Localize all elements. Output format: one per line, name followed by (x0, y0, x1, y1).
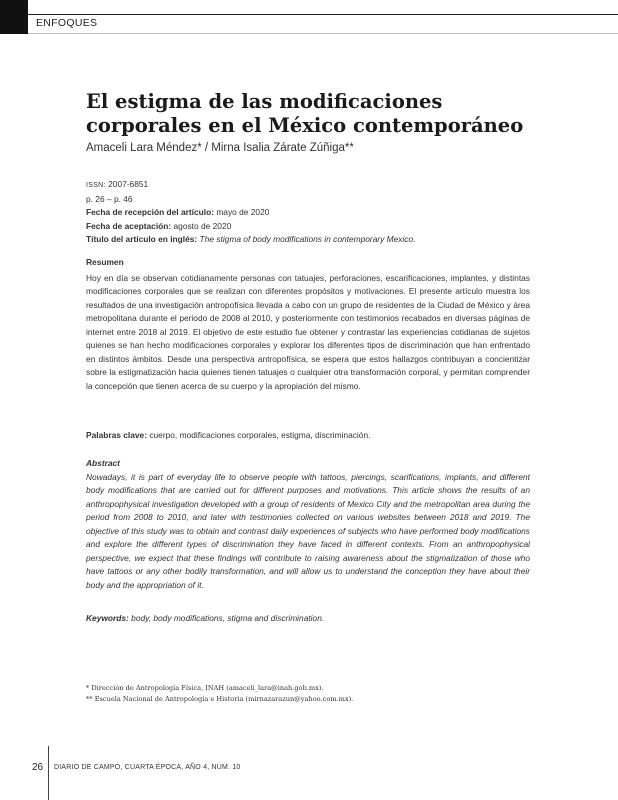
corner-block (0, 0, 28, 34)
title-line-1: El estigma de las modificaciones (86, 90, 443, 113)
abstract-heading: Abstract (86, 458, 120, 468)
issn-label: ISSN: (86, 182, 106, 189)
pages-line: p. 26 – p. 46 (86, 193, 133, 204)
abstract-section (86, 457, 530, 592)
keywords-label: Keywords: (86, 613, 129, 623)
page-number: 26 (32, 762, 44, 773)
keywords (86, 612, 530, 626)
palabras-clave-text: cuerpo, modificaciones corporales, estigma, discriminación. (149, 430, 371, 440)
abstract-text: Nowadays, it is part of everyday life to observe people with tattoos, piercings, scarifications, implants, and different body modifications that are carried out for different purposes and motivations. This article shows the results of an anthropophysical investigation developed with a group of residents of Mexico City and the metropolitan area during the period from 2008 to 2010, and later with testimonies collected on various websites between 2018 and 2019. The objective of this study was to obtain and contrast daily experiences of subjects who have performed body modifications and explore the different types of discrimination they have faced in different contexts. From an anthropophysical perspective, we expect that these findings will contribute to raising awareness about the stigmatization of those who have tattoos or any other bodily transformation, and will allow us to understand the conception they have about their body and the appropriation of it. (86, 471, 530, 590)
english-title-value: The stigma of body modifications in contemporary Mexico. (199, 234, 416, 245)
accepted-label: Fecha de aceptación: (86, 220, 172, 231)
received-value: mayo de 2020 (216, 207, 270, 218)
authors: Amaceli Lara Méndez* / Mirna Isalia Zárate Zúñiga** (86, 142, 354, 154)
received-label: Fecha de recepción del artículo: (86, 207, 214, 218)
english-title-line (86, 233, 416, 247)
article-title (86, 90, 566, 138)
title-line-2: corporales en el México contemporáneo (86, 114, 524, 137)
footnote-1: * Dirección de Antropología Física, INAH (amaceli_lara@inah.gob.mx). (86, 684, 324, 692)
resumen-section (86, 256, 530, 393)
palabras-clave (86, 429, 530, 443)
issn-line (86, 178, 416, 193)
footnote-2: ** Escuela Nacional de Antropología e Historia (mirnazarazun@yahoo.com.mx). (86, 694, 354, 703)
keywords-text: body, body modifications, stigma and discrimination. (131, 613, 325, 623)
resumen-heading: Resumen (86, 257, 124, 267)
accepted-value: agosto de 2020 (173, 220, 232, 231)
palabras-clave-label: Palabras clave: (86, 430, 147, 440)
section-header-bar (28, 14, 618, 34)
accepted-line (86, 220, 416, 234)
footer-rule (48, 746, 49, 800)
section-label: ENFOQUES (36, 17, 98, 29)
footnotes (86, 683, 526, 704)
journal-info: DIARIO DE CAMPO, CUARTA ÉPOCA, AÑO 4, NÚM. 10 (54, 764, 241, 771)
resumen-text: Hoy en día se observan cotidianamente personas con tatuajes, perforaciones, escarificaciones, implantes, y distintas modificaciones corporales que se realizan con diferentes propósitos y motivaciones. El presente artículo muestra los resultados de una investigación antropofísica llevada a cabo con un grupo de residentes de la Ciudad de México y área metropolitana durante el periodo de 2008 al 2010, y posteriormente con testimonios recabados en diversas páginas de internet entre 2018 al 2019. El objetivo de este estudio fue obtener y contrastar las experiencias cotidianas de sujetos quienes se han hecho modificaciones corporales y explorar los diferentes tipos de discriminación que han enfrentado en distintos ámbitos. Desde una perspectiva antropofísica, se espera que estos hallazgos contribuyan a concientizar sobre la estigmatización hacia quienes tienen tatuajes o cualquier otra transformación corporal, y permitan comprender la concepción que tienen acerca de su cuerpo y la apropiación del mismo. (86, 272, 530, 391)
english-title-label: Título del artículo en inglés: (86, 234, 198, 245)
issn-value: 2007-6851 (108, 179, 149, 189)
article-metadata (86, 178, 416, 247)
received-line (86, 206, 416, 220)
